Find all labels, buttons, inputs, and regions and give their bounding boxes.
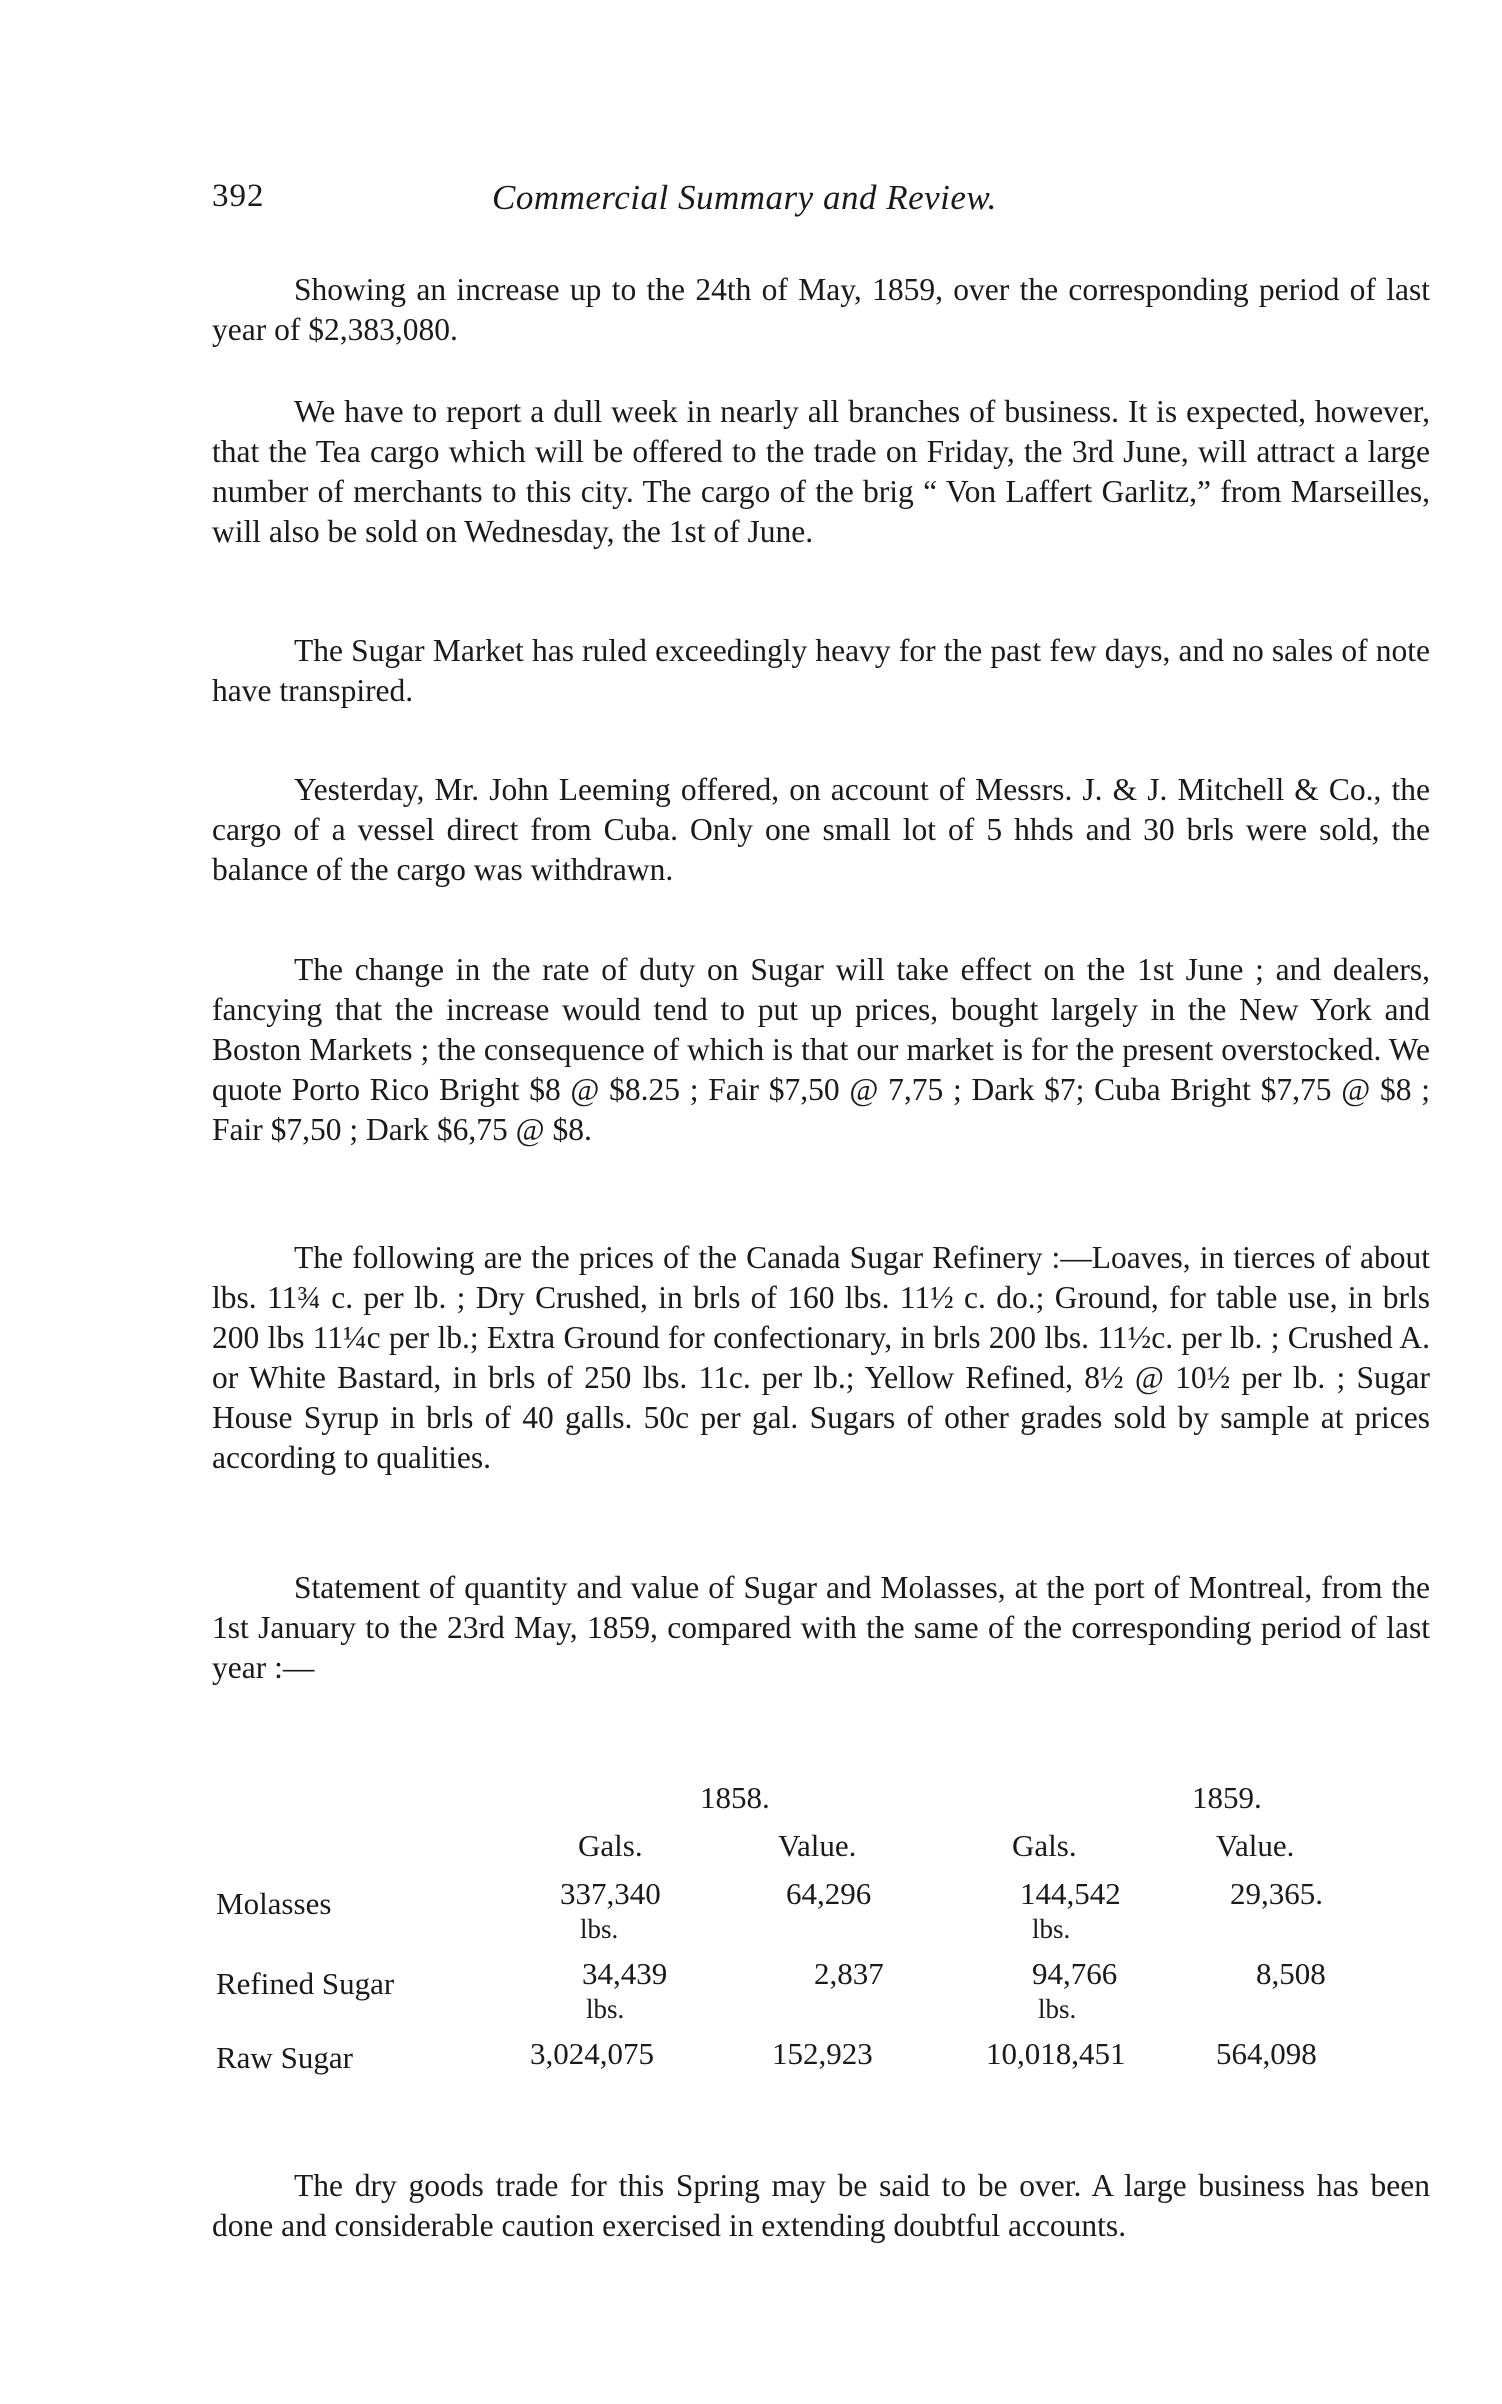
year-header-1858: 1858. (700, 1780, 770, 1815)
molasses-value-1859: 29,365. (1230, 1876, 1323, 1911)
row-label-molasses: Molasses (216, 1886, 332, 1921)
raw-sugar-value-1858: 152,923 (772, 2036, 873, 2071)
paragraph-sugar-market: The Sugar Market has ruled exceedingly heavy for the past few days, and no sales of note have transpired. (212, 633, 1430, 708)
paragraph-dry-goods: The dry goods trade for this Spring may be said to be over. A large business has been done and considerable caution exercised in extending doubtful accounts. (212, 2168, 1430, 2243)
sugar-molasses-table (212, 1780, 1430, 2110)
refined-sugar-qty-1858: 34,439 (582, 1956, 668, 1991)
page-number: 392 (212, 178, 265, 214)
paragraph-dull-week: We have to report a dull week in nearly all branches of business. It is expected, however, that the Tea cargo which will be offered to the trade on Friday, the 3rd June, will attract a large number of merchants to this city. The cargo of the brig “ Von Laffert Garlitz,” from Marseilles, will also be sold on Wednesday, the 1st of June. (212, 394, 1430, 549)
row-label-refined-sugar: Refined Sugar (216, 1966, 395, 2001)
page-header (212, 178, 1412, 228)
raw-sugar-qty-1859: 10,018,451 (986, 2036, 1126, 2071)
molasses-qty-1859: 144,542 (1020, 1876, 1121, 1911)
paragraph-refinery-prices: The following are the prices of the Canada Sugar Refinery :—Loaves, in tierces of about lbs. 11¾ c. per lb. ; Dry Crushed, in brls of 160 lbs. 11½ c. do.; Ground, for table use, in brls 200 lbs 11¼c per lb.; Extra Ground for confectionary, in brls 200 lbs. 11½c. per lb. ; Crushed A. or White Bastard, in brls of 250 lbs. 11c. per lb.; Yellow Refined, 8½ @ 10½ per lb. ; Sugar House Syrup in brls of 40 galls. 50c per gal. Sugars of other grades sold by sample at prices according to qualities. (212, 1240, 1430, 1475)
refined-sugar-unit-1859: lbs. (1038, 1994, 1077, 2024)
raw-sugar-qty-1858: 3,024,075 (530, 2036, 654, 2071)
refined-sugar-value-1858: 2,837 (814, 1956, 884, 1991)
column-header-value-1858: Value. (778, 1828, 857, 1863)
column-header-gals-1858: Gals. (578, 1828, 643, 1863)
paragraph-duty-change: The change in the rate of duty on Sugar will take effect on the 1st June ; and dealers, fancying that the increase would tend to put up prices, bought largely in the New York and Boston Markets ; the consequence of which is that our market is for the present overstocked. We quote Porto Rico Bright $8 @ $8.25 ; Fair $7,50 @ 7,75 ; Dark $7; Cuba Bright $7,75 @ $8 ; Fair $7,50 ; Dark $6,75 @ $8. (212, 952, 1430, 1147)
molasses-unit-1858: lbs. (580, 1914, 619, 1944)
molasses-unit-1859: lbs. (1032, 1914, 1071, 1944)
paragraph-statement-intro: Statement of quantity and value of Sugar and Molasses, at the port of Montreal, from the 1st January to the 23rd May, 1859, compared with the same of the corresponding period of last year :— (212, 1570, 1430, 1685)
refined-sugar-qty-1859: 94,766 (1032, 1956, 1118, 1991)
paragraph-increase: Showing an increase up to the 24th of May, 1859, over the corresponding period of last year of $2,383,080. (212, 272, 1430, 347)
refined-sugar-unit-1858: lbs. (586, 1994, 625, 2024)
column-header-value-1859: Value. (1216, 1828, 1295, 1863)
molasses-value-1858: 64,296 (786, 1876, 872, 1911)
raw-sugar-value-1859: 564,098 (1216, 2036, 1317, 2071)
row-label-raw-sugar: Raw Sugar (216, 2040, 353, 2075)
refined-sugar-value-1859: 8,508 (1256, 1956, 1326, 1991)
running-title: Commercial Summary and Review. (492, 178, 997, 217)
molasses-qty-1858: 337,340 (560, 1876, 661, 1911)
column-header-gals-1859: Gals. (1012, 1828, 1077, 1863)
paragraph-leeming-sale: Yesterday, Mr. John Leeming offered, on account of Messrs. J. & J. Mitchell & Co., the cargo of a vessel direct from Cuba. Only one small lot of 5 hhds and 30 brls were sold, the balance of the cargo was withdrawn. (212, 772, 1430, 887)
year-header-1859: 1859. (1192, 1780, 1262, 1815)
